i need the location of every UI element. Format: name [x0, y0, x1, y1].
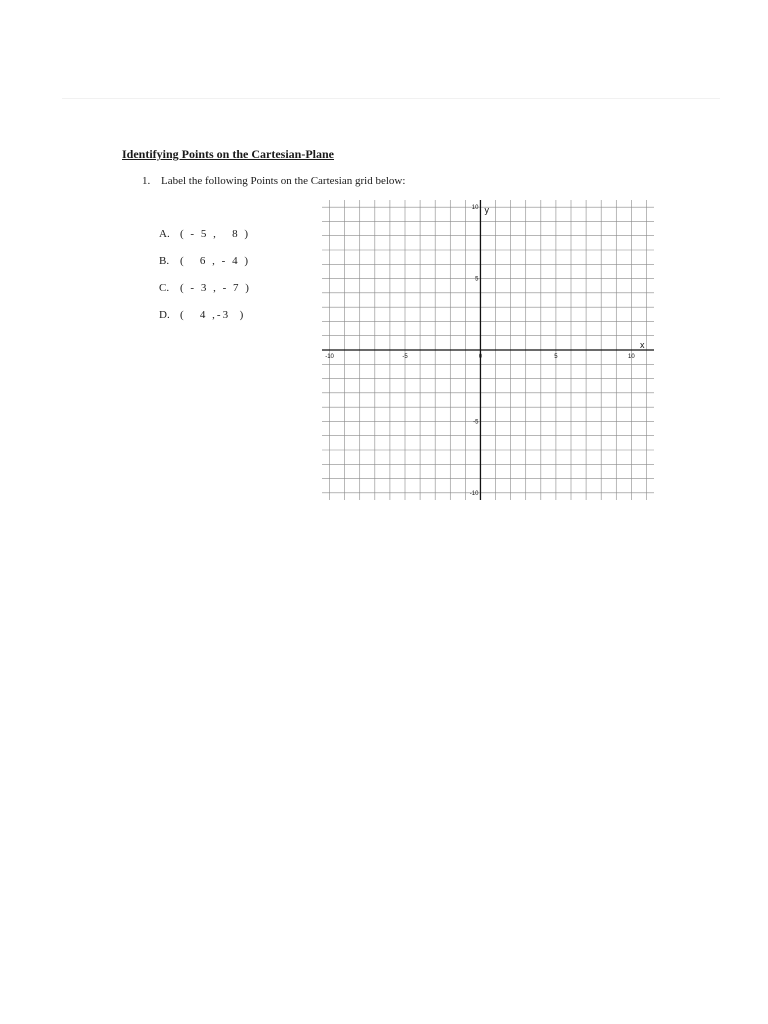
x-tick-label: 0: [478, 354, 483, 360]
cartesian-grid: [318, 196, 658, 504]
points-list: [159, 228, 251, 336]
point-coordinates: ( 6 , - 4 ): [180, 255, 250, 267]
x-tick-label: 10: [628, 354, 635, 360]
point-coordinates: ( - 5 , 8 ): [180, 228, 250, 240]
point-letter: B.: [159, 255, 170, 267]
point-coordinates: ( 4 ,-3 ): [180, 309, 246, 321]
x-axis-label: x: [640, 340, 645, 350]
page-top-rule: [62, 98, 720, 99]
point-coordinates: ( - 3 , - 7 ): [180, 282, 251, 294]
y-tick-label: 5: [475, 276, 479, 283]
point-letter: D.: [159, 309, 170, 321]
point-item-b: [159, 255, 251, 282]
question-text: Label the following Points on the Cartesian grid below:: [161, 175, 406, 187]
worksheet-title: Identifying Points on the Cartesian-Plane: [122, 147, 335, 161]
x-tick-label: 5: [554, 354, 558, 360]
y-tick-label: -10: [469, 490, 479, 497]
y-axis-label: y: [484, 205, 489, 215]
axes: [322, 200, 654, 500]
point-item-a: [159, 228, 251, 255]
point-item-c: [159, 282, 251, 309]
cartesian-grid-svg: [318, 196, 658, 504]
question-number: 1.: [142, 175, 151, 187]
point-letter: C.: [159, 282, 170, 294]
y-tick-label: -5: [473, 419, 479, 426]
point-letter: A.: [159, 228, 170, 240]
question-1: [142, 175, 405, 187]
x-tick-label: -10: [325, 354, 334, 360]
x-tick-label: -5: [402, 354, 408, 360]
y-tick-label: 10: [471, 205, 479, 212]
point-item-d: [159, 309, 251, 336]
